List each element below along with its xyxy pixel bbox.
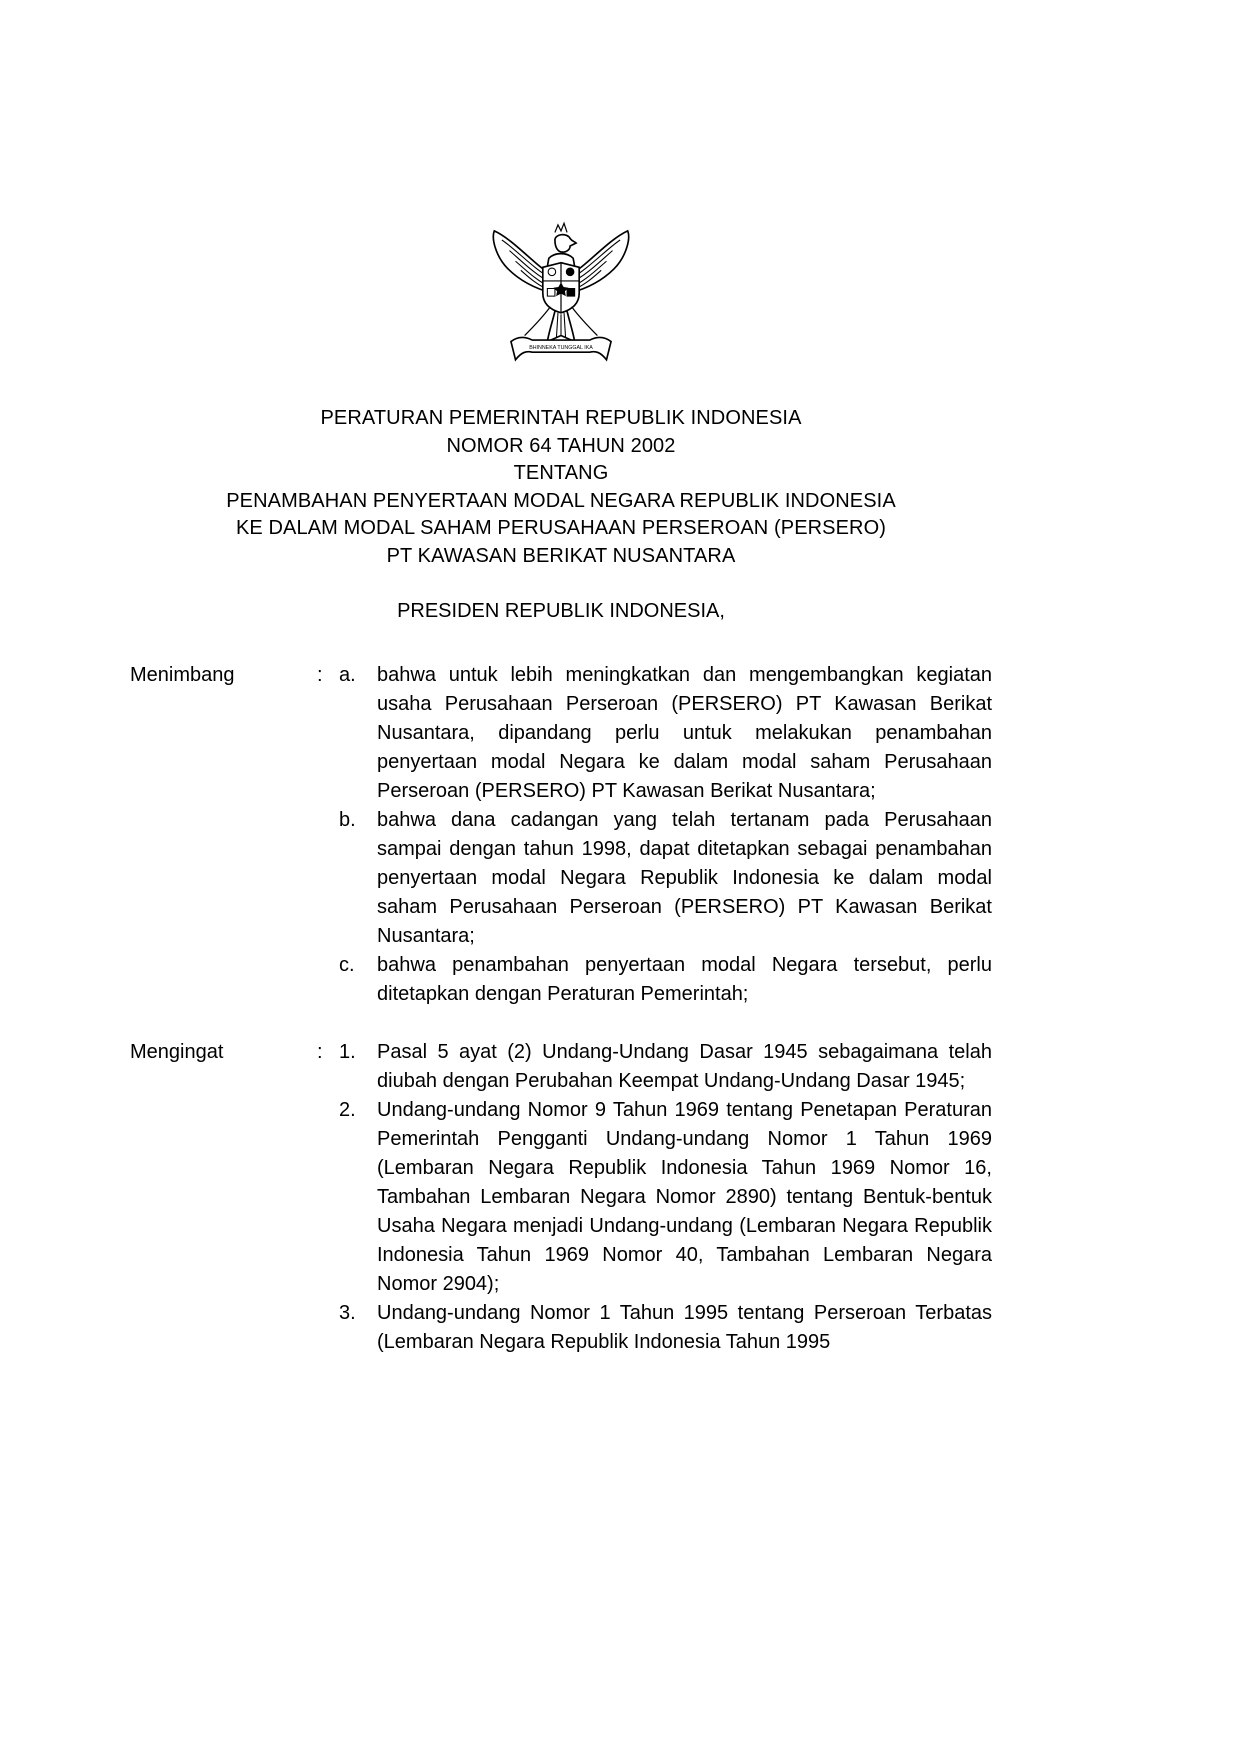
section-label: Mengingat	[130, 1041, 224, 1063]
item-text: Undang-undang Nomor 1 Tahun 1995 tentang Perseroan Terbatas (Lembaran Negara Republik Indonesia Tahun 1995	[377, 1302, 992, 1353]
svg-text:BHINNEKA TUNGGAL IKA: BHINNEKA TUNGGAL IKA	[529, 345, 593, 352]
list-item	[339, 661, 992, 806]
section-separator: :	[317, 1041, 323, 1063]
list-item	[339, 951, 992, 1009]
title-line: PT KAWASAN BERIKAT NUSANTARA	[386, 544, 736, 567]
item-text: bahwa dana cadangan yang telah tertanam pada Perusahaan sampai dengan tahun 1998, dapat ditetapkan sebagai penambahan penyertaan modal Negara Republik Indonesia ke dalam modal saham Perusahaan Perseroan (PERSERO) PT Kawasan Berikat Nusantara;	[377, 809, 992, 947]
item-text: bahwa untuk lebih meningkatkan dan mengembangkan kegiatan usaha Perusahaan Perseroan (PERSERO) PT Kawasan Berikat Nusantara, dipandang perlu untuk melakukan penambahan penyertaan modal Negara ke dalam modal saham Perusahaan Perseroan (PERSERO) PT Kawasan Berikat Nusantara;	[377, 664, 992, 802]
item-marker: a.	[339, 664, 356, 686]
item-marker: b.	[339, 809, 356, 831]
title-line: TENTANG	[513, 462, 609, 484]
list-item	[339, 806, 992, 951]
title-line: PENAMBAHAN PENYERTAAN MODAL NEGARA REPUBLIK INDONESIA	[226, 489, 896, 512]
title-line: KE DALAM MODAL SAHAM PERUSAHAAN PERSEROAN (PERSERO)	[235, 517, 887, 539]
section-items	[339, 1038, 992, 1357]
item-text: Pasal 5 ayat (2) Undang-Undang Dasar 1945 sebagaimana telah diubah dengan Perubahan Keempat Undang-Undang Dasar 1945;	[377, 1041, 992, 1092]
section-label: Menimbang	[130, 664, 235, 686]
section-items	[339, 661, 992, 1009]
item-marker: c.	[339, 954, 355, 976]
list-item	[339, 1038, 992, 1096]
list-item	[339, 1096, 992, 1299]
item-marker: 3.	[339, 1302, 356, 1324]
item-text: bahwa penambahan penyertaan modal Negara tersebut, perlu ditetapkan dengan Peraturan Pemerintah;	[377, 954, 992, 1005]
title-line: NOMOR 64 TAHUN 2002	[446, 434, 676, 457]
list-item	[339, 1299, 992, 1357]
section-mengingat	[130, 1038, 992, 1357]
item-marker: 1.	[339, 1041, 356, 1063]
document-title-block	[130, 405, 992, 570]
garuda-pancasila-icon	[485, 193, 637, 381]
section-menimbang	[130, 661, 992, 1009]
issuing-authority: PRESIDEN REPUBLIK INDONESIA,	[397, 600, 725, 622]
garuda-emblem	[130, 193, 992, 381]
item-text: Undang-undang Nomor 9 Tahun 1969 tentang Penetapan Peraturan Pemerintah Pengganti Undang-undang Nomor 1 Tahun 1969 (Lembaran Negara Republik Indonesia Tahun 1969 Nomor 16, Tambahan Lembaran Negara Nomor 2890) tentang Bentuk-bentuk Usaha Negara menjadi Undang-undang (Lembaran Negara Republik Indonesia Tahun 1969 Nomor 40, Tambahan Lembaran Negara Nomor 2904);	[377, 1099, 992, 1295]
section-separator: :	[317, 664, 323, 686]
item-marker: 2.	[339, 1099, 356, 1121]
title-line: PERATURAN PEMERINTAH REPUBLIK INDONESIA	[320, 407, 802, 429]
